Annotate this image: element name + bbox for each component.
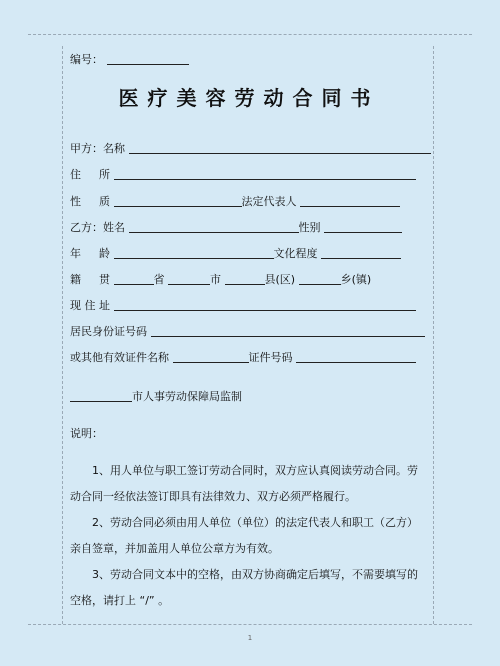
note-item-1-line-1: 1、用人单位与职工签订劳动合同时，双方应认真阅读劳动合同。劳	[92, 464, 418, 477]
other-id-blank[interactable]	[173, 351, 249, 363]
town-blank[interactable]	[299, 273, 341, 285]
education-blank[interactable]	[321, 247, 401, 259]
party-a-name-blank[interactable]	[129, 142, 431, 154]
party-b-name-blank[interactable]	[129, 221, 299, 233]
origin-row	[70, 273, 428, 287]
document-title: 医疗美容劳动合同书	[118, 86, 380, 110]
origin-label-1: 籍	[70, 273, 81, 286]
party-a-address-label-1: 住	[70, 168, 81, 181]
other-id-row	[70, 351, 428, 365]
id-number-blank[interactable]	[151, 325, 425, 337]
other-id-label: 或其他有效证件名称	[70, 351, 169, 364]
county-label: 县(区)	[264, 273, 296, 286]
party-b-name-row	[70, 221, 428, 235]
contract-number-label: 编号：	[70, 53, 103, 66]
age-row	[70, 247, 428, 261]
party-a-name-row	[70, 142, 428, 156]
age-label-2: 龄	[99, 247, 110, 260]
party-a-address-label-2: 所	[99, 168, 110, 181]
current-address-label: 现 住 址	[70, 299, 110, 312]
county-blank[interactable]	[225, 273, 265, 285]
province-label: 省	[153, 273, 165, 286]
party-a-nature-blank[interactable]	[114, 195, 242, 207]
id-number-row	[70, 325, 428, 339]
origin-label-2: 贯	[99, 273, 110, 286]
city-name-blank[interactable]	[70, 390, 132, 402]
notes-body	[70, 458, 432, 614]
note-item-3-line-1: 3、劳动合同文本中的空格，由双方协商确定后填写，不需要填写的	[92, 568, 418, 581]
page-bottom-guide	[28, 624, 472, 625]
cert-number-blank[interactable]	[296, 351, 416, 363]
legal-rep-label: 法定代表人	[241, 195, 297, 208]
gender-blank[interactable]	[324, 221, 402, 233]
contract-number-row	[70, 53, 428, 67]
age-label-1: 年	[70, 247, 81, 260]
city-blank[interactable]	[168, 273, 210, 285]
page-top-guide	[28, 34, 472, 35]
party-a-address-blank[interactable]	[114, 168, 416, 180]
current-address-row	[70, 299, 428, 313]
age-blank[interactable]	[114, 247, 274, 259]
city-label: 市	[210, 273, 221, 286]
notes-heading: 说明：	[70, 427, 103, 440]
party-a-nature-row	[70, 195, 428, 209]
current-address-blank[interactable]	[114, 299, 416, 311]
town-label: 乡(镇)	[340, 273, 372, 286]
id-number-label: 居民身份证号码	[70, 325, 147, 338]
supervision-row	[70, 390, 428, 404]
note-item-3-line-2: 空格，请打上 “/” 。	[70, 594, 170, 607]
note-item-1-line-2: 动合同一经依法签订即具有法律效力、双方必须严格履行。	[70, 490, 356, 503]
party-a-nature-label-2: 质	[99, 195, 110, 208]
contract-number-blank[interactable]	[107, 53, 189, 65]
education-label: 文化程度	[273, 247, 318, 260]
note-item-2-line-2: 亲自签章，并加盖用人单位公章方为有效。	[70, 542, 279, 555]
supervision-text: 市人事劳动保障局监制	[132, 390, 242, 403]
party-a-name-label: 甲方：名称	[70, 142, 125, 155]
cert-number-label: 证件号码	[248, 351, 293, 364]
legal-rep-blank[interactable]	[300, 195, 400, 207]
page-number: 1	[247, 634, 253, 642]
province-blank[interactable]	[114, 273, 154, 285]
gender-label: 性别	[298, 221, 321, 234]
party-a-nature-label-1: 性	[70, 195, 81, 208]
party-b-name-label: 乙方：姓名	[70, 221, 125, 234]
party-a-address-row	[70, 168, 428, 182]
note-item-2-line-1: 2、劳动合同必须由用人单位（单位）的法定代表人和职工（乙方）	[92, 516, 418, 529]
